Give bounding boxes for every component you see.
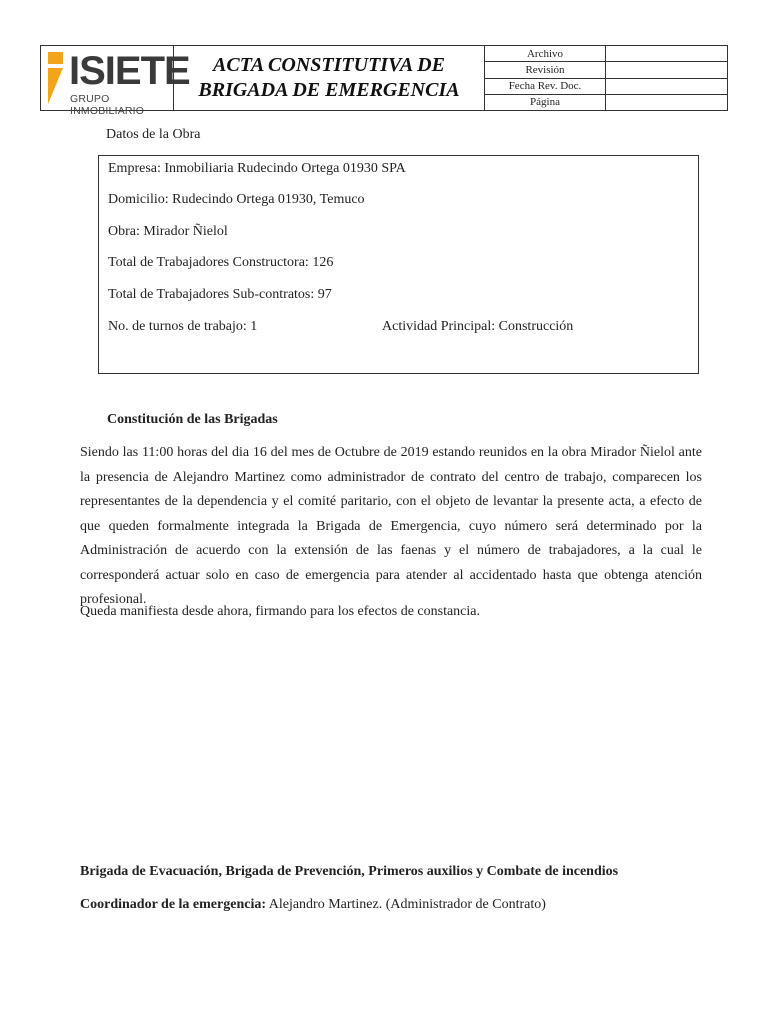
logo-text: ISIETE xyxy=(69,49,190,93)
company-logo xyxy=(41,46,190,117)
meta-row-pagina xyxy=(485,95,727,110)
closing-paragraph: Queda manifiesta desde ahora, firmando para los efectos de constancia. xyxy=(80,604,480,619)
meta-row-archivo xyxy=(485,46,727,62)
meta-label: Página xyxy=(485,95,606,110)
coordinator-line xyxy=(80,897,546,913)
meta-label: Archivo xyxy=(485,46,606,61)
coordinator-value: Alejandro Martinez. (Administrador de Contrato) xyxy=(266,897,546,912)
logo-mark-icon xyxy=(46,52,66,106)
coordinator-label: Coordinador de la emergencia: xyxy=(80,897,266,912)
title-line-1: ACTA CONSTITUTIVA DE xyxy=(213,54,445,76)
actividad-line: Actividad Principal: Construcción xyxy=(382,319,574,334)
title-line-2: BRIGADA DE EMERGENCIA xyxy=(198,79,460,101)
brigadas-heading: Brigada de Evacuación, Brigada de Prevención, Primeros auxilios y Combate de incendios xyxy=(80,864,619,879)
obra-line: Obra: Mirador Ñielol xyxy=(108,224,228,239)
document-header xyxy=(40,45,728,117)
trabajadores-constructora-line: Total de Trabajadores Constructora: 126 xyxy=(108,255,334,270)
domicilio-line: Domicilio: Rudecindo Ortega 01930, Temuco xyxy=(108,192,365,207)
meta-value xyxy=(606,62,727,77)
empresa-line: Empresa: Inmobiliaria Rudecindo Ortega 01930 SPA xyxy=(108,161,406,176)
meta-value xyxy=(606,79,727,94)
meta-value xyxy=(606,95,727,110)
obra-details-box xyxy=(98,155,699,374)
document-title xyxy=(174,46,485,110)
meta-label: Revisión xyxy=(485,62,606,77)
meta-label: Fecha Rev. Doc. xyxy=(485,79,606,94)
section-label-datos-obra: Datos de la Obra xyxy=(106,127,201,142)
logo-subtitle: GRUPO INMOBILIARIO xyxy=(70,93,145,117)
meta-row-revision xyxy=(485,62,727,78)
constitucion-paragraph: Siendo las 11:00 horas del dia 16 del mes de Octubre de 2019 estando reunidos en la obra Mirador Ñielol ante la presencia de Alejandro Martinez como administrador de contrato del centro de trabajo, comparecen los representantes de la dependencia y el comité paritario, con el objeto de levantar la presente acta, a efecto de que queden formalmente integrada la Brigada de Emergencia, cuyo número será determinado por la Administración de acuerdo con la extensión de las faenas y el número de trabajadores, a la cual le corresponderá actuar solo en caso de emergencia para atender al accidentado hasta que obtenga atención profesional. xyxy=(80,445,702,607)
document-meta-table xyxy=(485,46,727,110)
turnos-line: No. de turnos de trabajo: 1 xyxy=(108,319,258,334)
meta-row-fecha xyxy=(485,79,727,95)
constitucion-heading: Constitución de las Brigadas xyxy=(107,412,278,427)
meta-value xyxy=(606,46,727,61)
trabajadores-subcontratos-line: Total de Trabajadores Sub-contratos: 97 xyxy=(108,287,332,302)
